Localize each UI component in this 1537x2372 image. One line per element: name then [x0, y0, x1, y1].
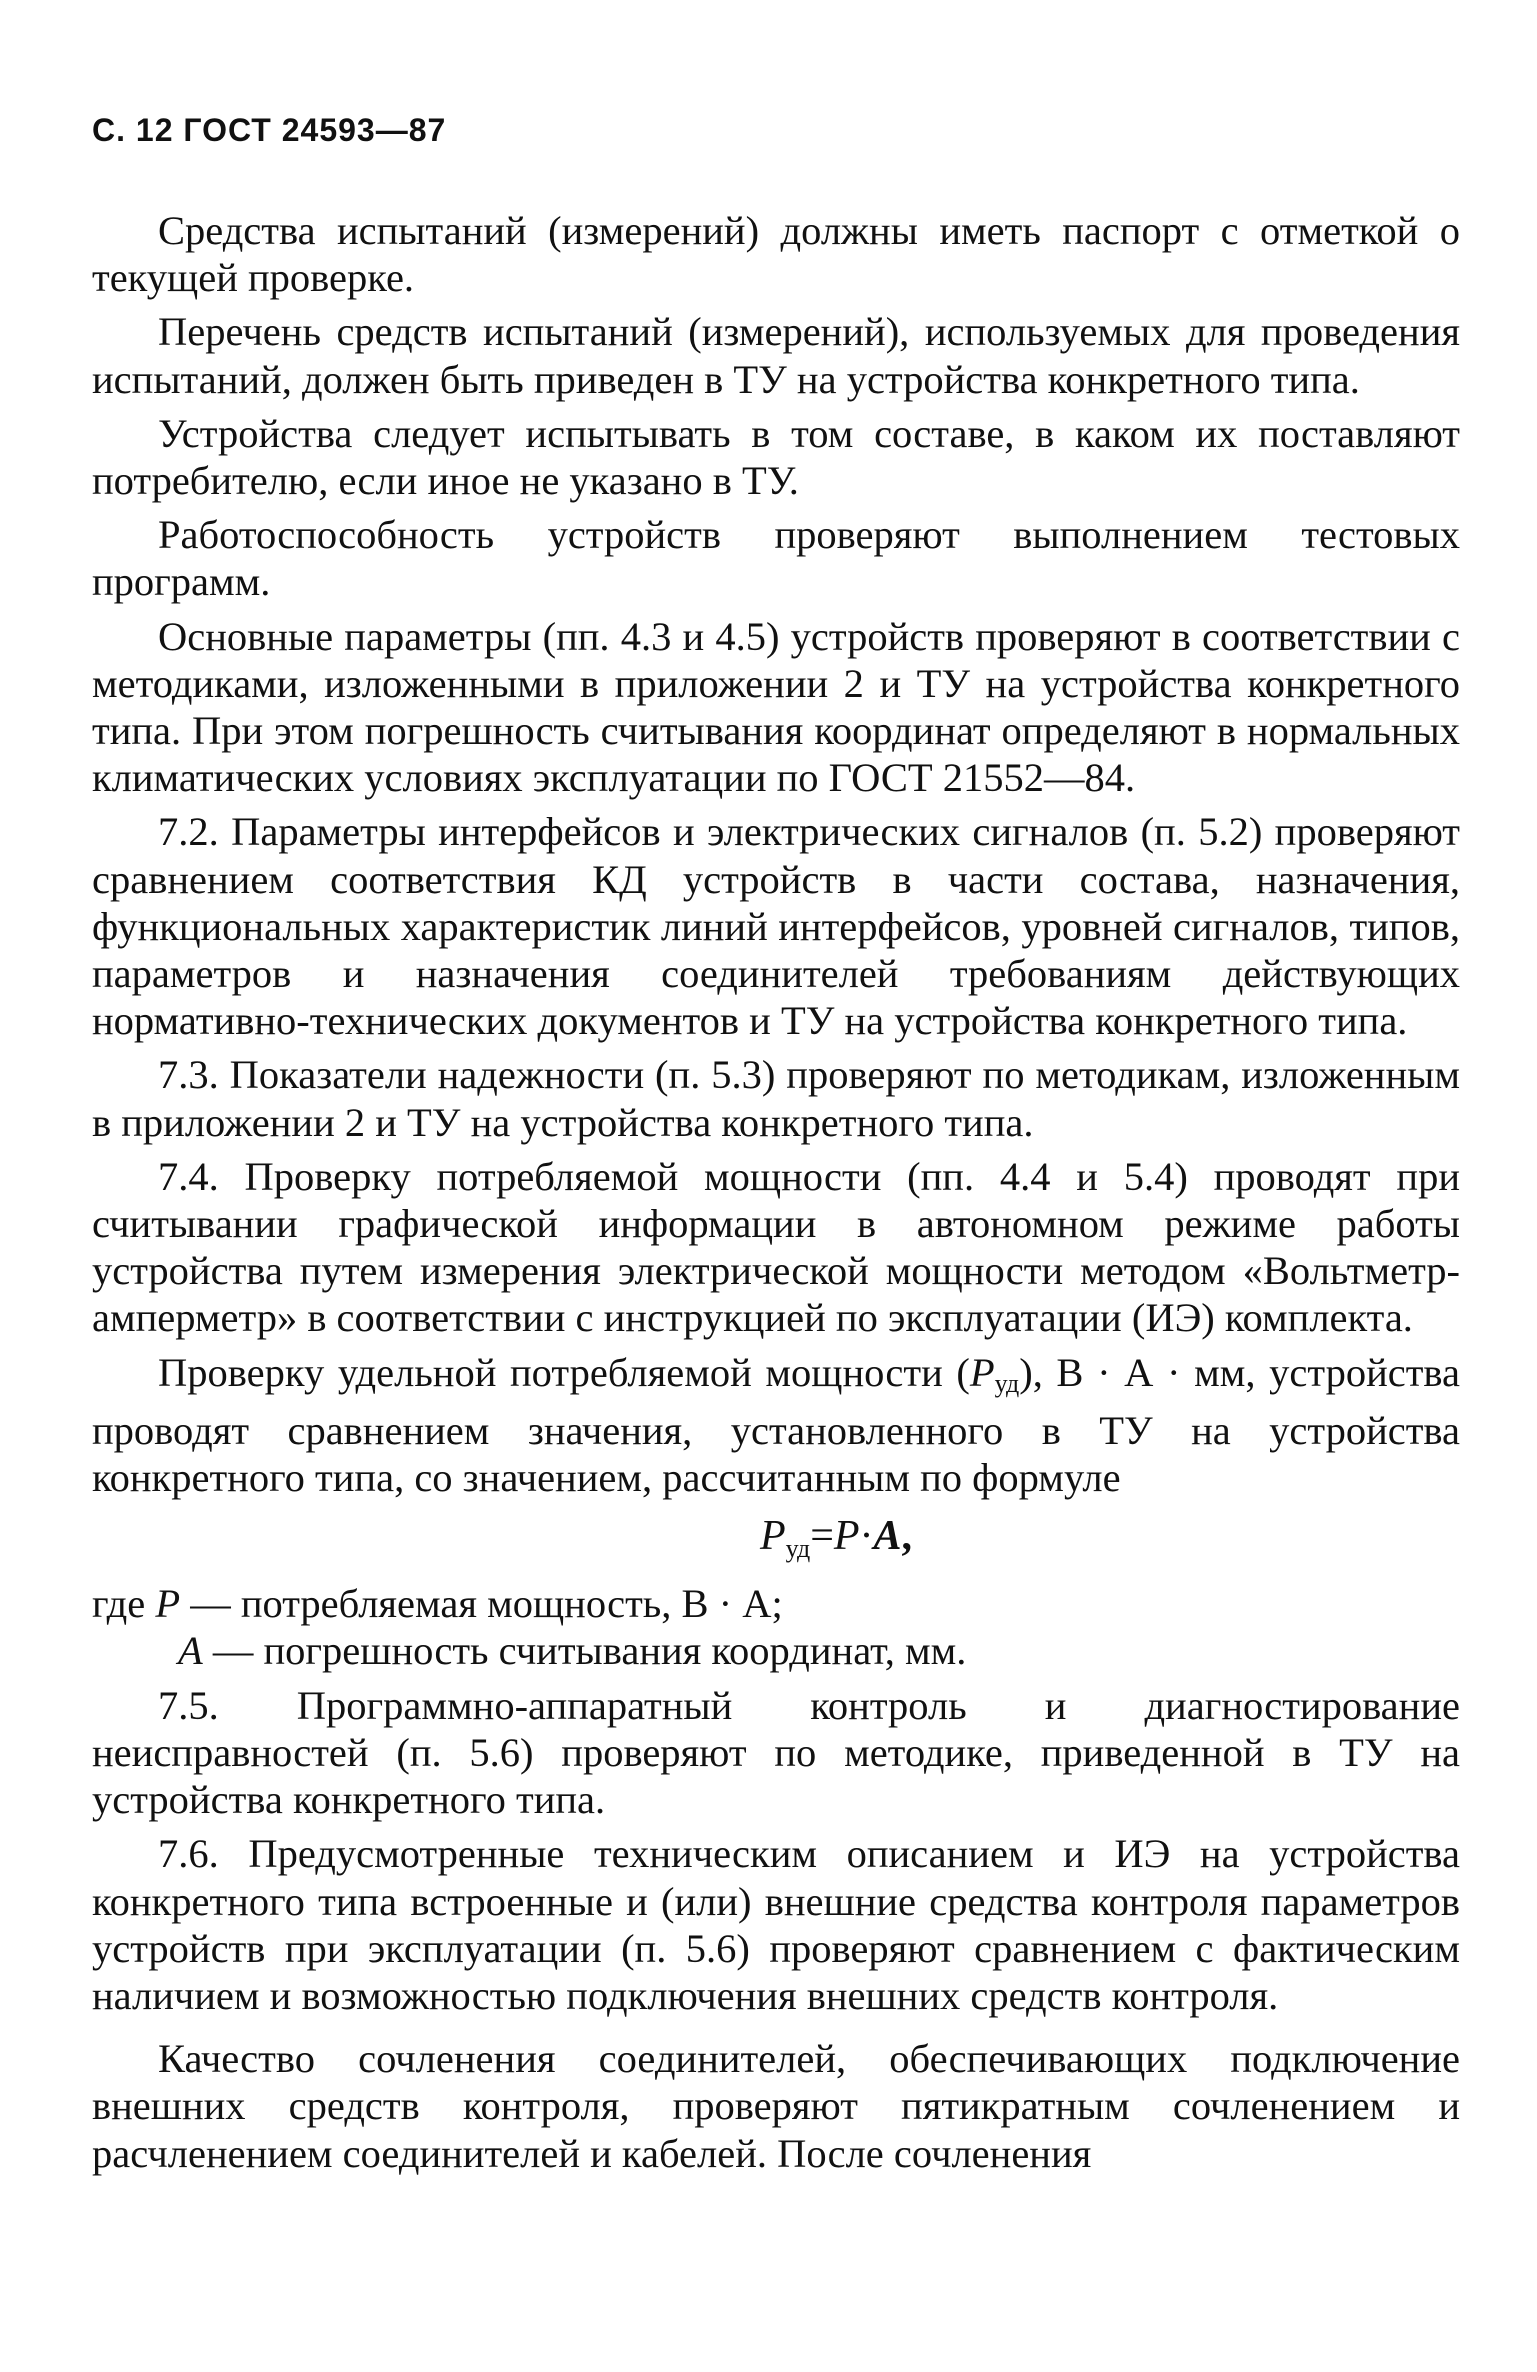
- definition-p-prefix: где: [92, 1581, 156, 1627]
- paragraph-connector-quality: Качество сочленения соединителей, обеспечивающих подключение внешних средств контроля, проверяют пятикратным сочленением и расчленением соединителей и кабелей. После сочленения: [92, 2036, 1460, 2176]
- running-header: С. 12 ГОСТ 24593—87: [92, 112, 447, 148]
- specific-power-symbol: P: [969, 1349, 995, 1395]
- paragraph-7-3: 7.3. Показатели надежности (п. 5.3) проверяют по методикам, изложенным в приложении 2 и ТУ на устройства конкретного типа.: [92, 1052, 1460, 1145]
- formula-lhs-symbol: P: [759, 1513, 786, 1560]
- definition-a: [92, 1627, 1460, 1674]
- paragraph-test-composition: Устройства следует испытывать в том составе, в каком их поставляют потребителю, если иное не указано в ТУ.: [92, 410, 1460, 504]
- definition-p-symbol: P: [155, 1581, 181, 1627]
- definition-a-text: — погрешность считывания координат, мм.: [202, 1628, 967, 1674]
- formula-lhs-subscript: уд: [785, 1534, 811, 1564]
- definition-p: [92, 1580, 1460, 1627]
- paragraph-7-2: 7.2. Параметры интерфейсов и электрических сигналов (п. 5.2) проверяют сравнением соответствия КД устройств в части состава, назначения, функциональных характеристик линий интерфейсов, уровней сигналов, типов, параметров и назначения соединителей требованиям действующих нормативно-технических документов и ТУ на устройства конкретного типа.: [92, 809, 1460, 1044]
- specific-power-tail: ), В · А · мм, устройства проводят сравнением значения, установленного в ТУ на устройства конкретного типа, со значением, рассчитанным по формуле: [92, 1349, 1460, 1501]
- paragraph-test-equipment-passport: Средства испытаний (измерений) должны иметь паспорт с отметкой о текущей проверке.: [92, 208, 1460, 301]
- formula-dot: ·: [859, 1513, 874, 1560]
- specific-power-subscript: уд: [994, 1368, 1020, 1398]
- definition-a-symbol: A: [178, 1628, 203, 1674]
- body-text: [92, 207, 1460, 2177]
- formula-rhs-a: A: [873, 1513, 902, 1560]
- specific-power-lead: Проверку удельной потребляемой мощности (: [158, 1349, 970, 1395]
- paragraph-7-6: 7.6. Предусмотренные техническим описанием и ИЭ на устройства конкретного типа встроенные и (или) внешние средства контроля параметров устройств при эксплуатации (п. 5.6) проверяют сравнением с фактическим наличием и возможностью подключения внешних средств контроля.: [92, 1831, 1460, 2018]
- formula-comma: ,: [901, 1513, 913, 1560]
- paragraph-test-equipment-list: Перечень средств испытаний (измерений), используемых для проведения испытаний, должен быть приведен в ТУ на устройства конкретного типа.: [92, 309, 1460, 402]
- paragraph-main-parameters: Основные параметры (пп. 4.3 и 4.5) устройств проверяют в соответствии с методиками, изложенными в приложении 2 и ТУ на устройства конкретного типа. При этом погрешность считывания координат определяют в нормальных климатических условиях эксплуатации по ГОСТ 21552—84.: [92, 613, 1460, 801]
- paragraph-7-4: 7.4. Проверку потребляемой мощности (пп. 4.4 и 5.4) проводят при считывании графической информации в автономном режиме работы устройства путем измерения электрической мощности методом «Вольтметр-амперметр» в соответствии с инструкцией по эксплуатации (ИЭ) комплекта.: [92, 1153, 1460, 1341]
- formula-specific-power: [92, 1505, 1460, 1580]
- paragraph-7-5: 7.5. Программно-аппаратный контроль и диагностирование неисправностей (п. 5.6) проверяют по методике, приведенной в ТУ на устройства конкретного типа.: [92, 1682, 1460, 1823]
- formula-equals: =: [810, 1513, 834, 1560]
- definition-p-text: — потребляемая мощность, В · А;: [180, 1581, 783, 1627]
- paragraph-operability: Работоспособность устройств проверяют выполнением тестовых программ.: [92, 512, 1460, 605]
- formula-rhs-p: P: [833, 1513, 860, 1560]
- paragraph-specific-power: [92, 1349, 1460, 1502]
